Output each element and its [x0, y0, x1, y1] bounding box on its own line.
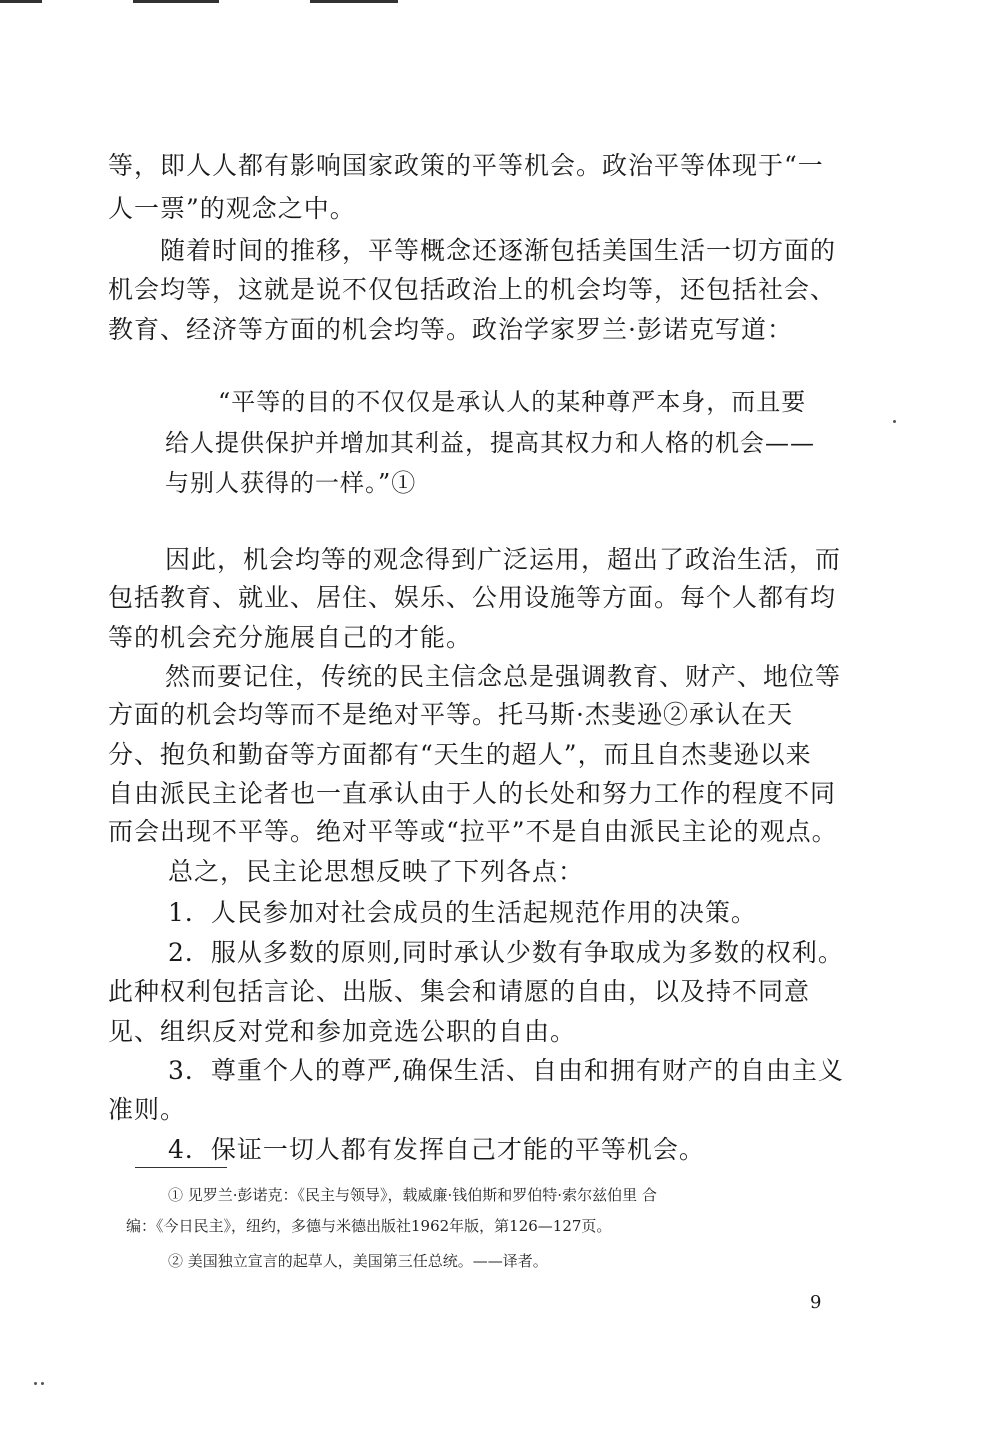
paragraph-line: 等，即人人都有影响国家政策的平等机会。政治平等体现于“一	[108, 151, 824, 180]
list-item-continuation: 准则。	[108, 1095, 187, 1124]
paragraph-line: 机会均等，这就是说不仅包括政治上的机会均等，还包括社会、	[108, 275, 837, 304]
list-item: 4．保证一切人都有发挥自己才能的平等机会。	[168, 1135, 705, 1164]
list-item: 2．服从多数的原则,同时承认少数有争取成为多数的权利。	[168, 938, 844, 967]
page-number: 9	[810, 1292, 822, 1313]
list-item-continuation: 此种权利包括言论、出版、集会和请愿的自由，以及持不同意	[108, 977, 811, 1006]
paragraph-line: 因此，机会均等的观念得到广泛运用，超出了政治生活，而	[165, 545, 842, 574]
footnote-rule	[135, 1167, 227, 1168]
paragraph-line: 等的机会充分施展自己的才能。	[108, 623, 473, 652]
scan-speck	[41, 1382, 44, 1385]
paragraph-line: 总之，民主论思想反映了下列各点：	[168, 857, 585, 886]
block-quote-line: “平等的目的不仅仅是承认人的某种尊严本身，而且要	[218, 388, 807, 416]
paragraph-line: 包括教育、就业、居住、娱乐、公用设施等方面。每个人都有均	[108, 583, 837, 612]
scan-speck	[34, 1382, 37, 1385]
paragraph-line: 教育、经济等方面的机会均等。政治学家罗兰·彭诺克写道：	[108, 315, 793, 344]
list-item: 1．人民参加对社会成员的生活起规范作用的决策。	[168, 898, 757, 927]
block-quote-line: 与别人获得的一样。”①	[165, 469, 417, 497]
block-quote-line: 给人提供保护并增加其利益，提高其权力和人格的机会——	[165, 429, 815, 457]
scan-edge-line	[310, 0, 398, 3]
paragraph-line: 而会出现不平等。绝对平等或“拉平”不是自由派民主论的观点。	[108, 817, 838, 846]
footnote-line: 编：《今日民主》，纽约，多德与米德出版社1962年版，第126—127页。	[126, 1217, 612, 1235]
paragraph-line: 方面的机会均等而不是绝对平等。托马斯·杰斐逊②承认在天	[108, 700, 793, 729]
footnote-line: ② 美国独立宣言的起草人，美国第三任总统。——译者。	[168, 1252, 548, 1270]
scan-edge-line	[0, 0, 42, 3]
list-item: 3．尊重个人的尊严,确保生活、自由和拥有财产的自由主义	[168, 1056, 844, 1085]
paragraph-line: 人一票”的观念之中。	[108, 194, 356, 223]
scan-edge-line	[133, 0, 219, 3]
paragraph-line: 自由派民主论者也一直承认由于人的长处和努力工作的程度不同	[108, 779, 837, 808]
paragraph-line: 随着时间的推移，平等概念还逐渐包括美国生活一切方面的	[160, 236, 837, 265]
list-item-continuation: 见、组织反对党和参加竞选公职的自由。	[108, 1017, 577, 1046]
footnote-line: ① 见罗兰·彭诺克：《民主与领导》，载威廉·钱伯斯和罗伯特·索尔兹伯里 合	[168, 1186, 657, 1204]
paragraph-line: 然而要记住，传统的民主信念总是强调教育、财产、地位等	[165, 662, 842, 691]
scan-speck	[893, 420, 896, 423]
paragraph-line: 分、抱负和勤奋等方面都有“天生的超人”，而且自杰斐逊以来	[108, 740, 812, 769]
